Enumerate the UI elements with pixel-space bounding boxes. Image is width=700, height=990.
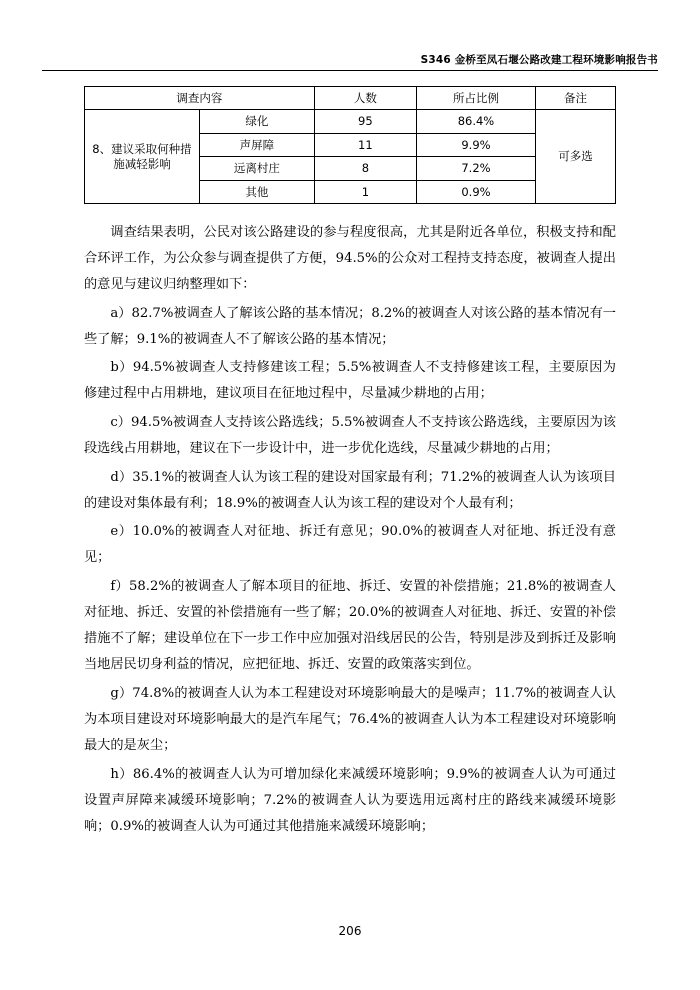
cell-count: 1 — [314, 180, 416, 203]
body-text — [84, 220, 616, 840]
header-cell-count: 人数 — [314, 87, 416, 110]
cell-count: 95 — [314, 110, 416, 133]
row-label-question: 8、建议采取何种措施减轻影响 — [85, 110, 200, 204]
table-row — [85, 110, 616, 133]
header-cell-note: 备注 — [536, 87, 616, 110]
cell-option: 远离村庄 — [199, 157, 314, 180]
cell-count: 11 — [314, 133, 416, 156]
cell-option: 绿化 — [199, 110, 314, 133]
cell-percent: 86.4% — [416, 110, 535, 133]
paragraph-item-h: h）86.4%的被调查人认为可增加绿化来减缓环境影响；9.9%的被调查人认为可通过设置声屏障来减缓环境影响；7.2%的被调查人认为要选用远离村庄的路线来减缓环境影响；0.9%的被调查人认为可通过其他措施来减缓环境影响； — [84, 766, 616, 834]
table-header-row — [85, 87, 616, 110]
header-cell-percent: 所占比例 — [416, 87, 535, 110]
page-number: 206 — [338, 924, 362, 938]
cell-note: 可多选 — [536, 110, 616, 204]
running-header: S346 金桥至凤石堰公路改建工程环境影响报告书 — [420, 54, 658, 66]
cell-percent: 0.9% — [416, 180, 535, 203]
paragraph-item-a: a）82.7%被调查人了解该公路的基本情况；8.2%的被调查人对该公路的基本情况有一些了解；9.1%的被调查人不了解该公路的基本情况； — [84, 305, 616, 347]
cell-percent: 9.9% — [416, 133, 535, 156]
paragraph-item-e: e）10.0%的被调查人对征地、拆迁有意见；90.0%的被调查人对征地、拆迁没有意见； — [84, 524, 616, 566]
paragraph-summary: 调查结果表明，公民对该公路建设的参与程度很高，尤其是附近各单位，积极支持和配合环评工作，为公众参与调查提供了方便，94.5%的公众对工程持支持态度，被调查人提出的意见与建议归纳整理如下： — [84, 224, 616, 293]
paragraph-item-g: g）74.8%的被调查人认为本工程建设对环境影响最大的是噪声；11.7%的被调查人认为本项目建设对环境影响最大的是汽车尾气；76.4%的被调查人认为本工程建设对环境影响最大的是灰尘； — [84, 685, 616, 754]
paragraph-item-f: f）58.2%的被调查人了解本项目的征地、拆迁、安置的补偿措施；21.8%的被调查人对征地、拆迁、安置的补偿措施有一些了解；20.0%的被调查人对征地、拆迁、安置的补偿措施不了解；建设单位在下一步工作中应加强对沿线居民的公告，特别是涉及到拆迁及影响当地居民切身利益的情况，应把征地、拆迁、安置的政策落实到位。 — [84, 578, 616, 673]
paragraph-item-d: d）35.1%的被调查人认为该工程的建设对国家最有利；71.2%的被调查人认为该项目的建设对集体最有利；18.9%的被调查人认为该工程的建设对个人最有利； — [84, 469, 616, 511]
header-divider — [42, 70, 658, 71]
survey-results-table — [84, 86, 616, 204]
header-cell-content: 调查内容 — [85, 87, 315, 110]
paragraph-item-c: c）94.5%被调查人支持该公路选线；5.5%被调查人不支持该公路选线，主要原因为该段选线占用耕地，建议在下一步设计中，进一步优化选线，尽量减少耕地的占用； — [84, 414, 616, 457]
cell-percent: 7.2% — [416, 157, 535, 180]
cell-option: 声屏障 — [199, 133, 314, 156]
cell-count: 8 — [314, 157, 416, 180]
page-content — [84, 86, 616, 842]
paragraph-item-b: b）94.5%被调查人支持修建该工程；5.5%被调查人不支持修建该工程，主要原因为修建过程中占用耕地，建议项目在征地过程中，尽量减少耕地的占用； — [84, 360, 616, 402]
cell-option: 其他 — [199, 180, 314, 203]
